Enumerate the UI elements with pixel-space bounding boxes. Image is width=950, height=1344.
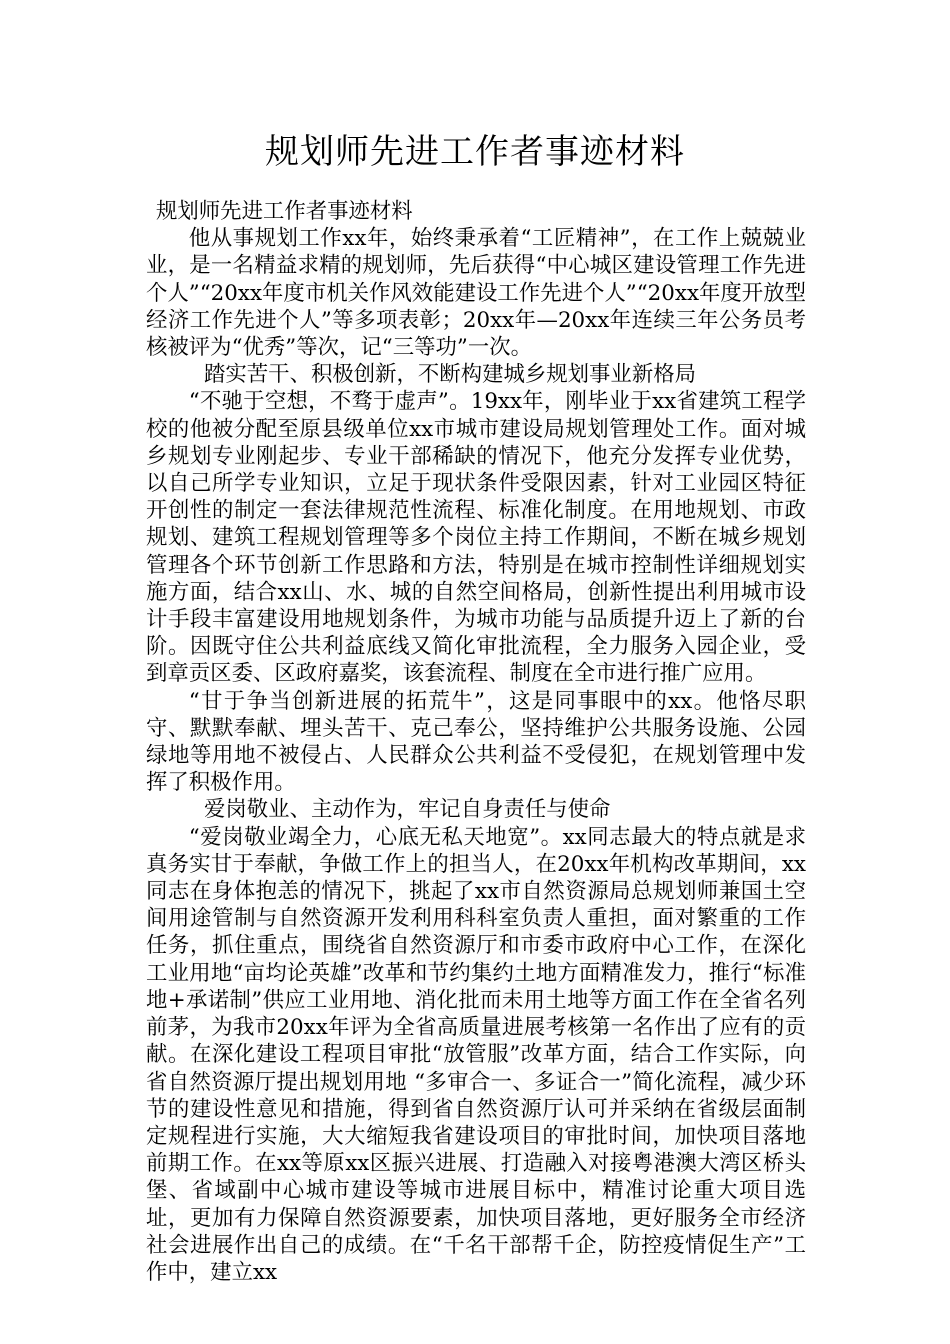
section-heading-innovation: 踏实苦干、积极创新，不断构建城乡规划事业新格局 <box>204 362 696 388</box>
document-title: 规划师先进工作者事迹材料 <box>265 132 685 172</box>
paragraph-dedication: “爱岗敬业竭全力，心底无私天地宽”。xx同志最大的特点就是求真务实甘于奉献，争做工作上的担当人，在20xx年机构改革期间，xx同志在身体抱恙的情况下，挑起了xx市自然资源局总规划师兼国土空间用途管制与自然资源开发利用科科室负责人重担，面对繁重的工作任务，抓住重点，围绕省自然资源厅和市委市政府中心工作，在深化工业用地“亩均论英雄”改革和节约集约土地方面精准发力，推行“标准地+承诺制”供应工业用地、消化批而未用土地等方面工作在全省名列前茅，为我市20xx年评为全省高质量进展考核第一名作出了应有的贡献。在深化建设工程项目审批“放管服”改革方面，结合工作实际，向省自然资源厅提出规划用地 “多审合一、多证合一”简化流程，减少环节的建设性意见和措施，得到省自然资源厅认可并采纳在省级层面制定规程进行实施，大大缩短我省建设项目的审批时间，加快项目落地前期工作。在xx等原xx区振兴进展、打造融入对接粤港澳大湾区桥头堡、省域副中心城市建设等城市进展目标中，精准讨论重大项目选址，更加有力保障自然资源要素，加快项目落地，更好服务全市经济社会进展作出自己的成绩。在“千名干部帮千企，防控疫情促生产”工作中，建立xx <box>146 824 806 1285</box>
paragraph-pioneer: “甘于争当创新进展的拓荒牛”，这是同事眼中的xx。他恪尽职守、默默奉献、埋头苦干、克己奉公，坚持维护公共服务设施、公园绿地等用地不被侵占、人民群众公共利益不受侵犯，在规划管理中发挥了积极作用。 <box>146 688 806 796</box>
paragraph-intro: 他从事规划工作xx年，始终秉承着“工匠精神”，在工作上兢兢业业，是一名精益求精的规划师，先后获得“中心城区建设管理工作先进个人”“20xx年度市机关作风效能建设工作先进个人”“20xx年度开放型经济工作先进个人”等多项表彰；20xx年—20xx年连续三年公务员考核被评为“优秀”等次，记“三等功”一次。 <box>146 226 806 361</box>
paragraph-innovation: “不驰于空想，不骛于虚声”。19xx年，刚毕业于xx省建筑工程学校的他被分配至原县级单位xx市城市建设局规划管理处工作。面对城乡规划专业刚起步、专业干部稀缺的情况下，他充分发挥专业优势，以自己所学专业知识，立足于现状条件受限因素，针对工业园区特征开创性的制定一套法律规范性流程、标准化制度。在用地规划、市政规划、建筑工程规划管理等多个岗位主持工作期间，不断在城乡规划管理各个环节创新工作思路和方法，特别是在城市控制性详细规划实施方面，结合xx山、水、城的自然空间格局，创新性提出利用城市设计手段丰富建设用地规划条件，为城市功能与品质提升迈上了新的台阶。因既守住公共利益底线又简化审批流程，全力服务入园企业，受到章贡区委、区政府嘉奖，该套流程、制度在全市进行推广应用。 <box>146 389 806 687</box>
document-body <box>146 198 806 1286</box>
document-subtitle: 规划师先进工作者事迹材料 <box>156 199 413 224</box>
section-heading-dedication: 爱岗敬业、主动作为，牢记自身责任与使命 <box>204 797 611 823</box>
